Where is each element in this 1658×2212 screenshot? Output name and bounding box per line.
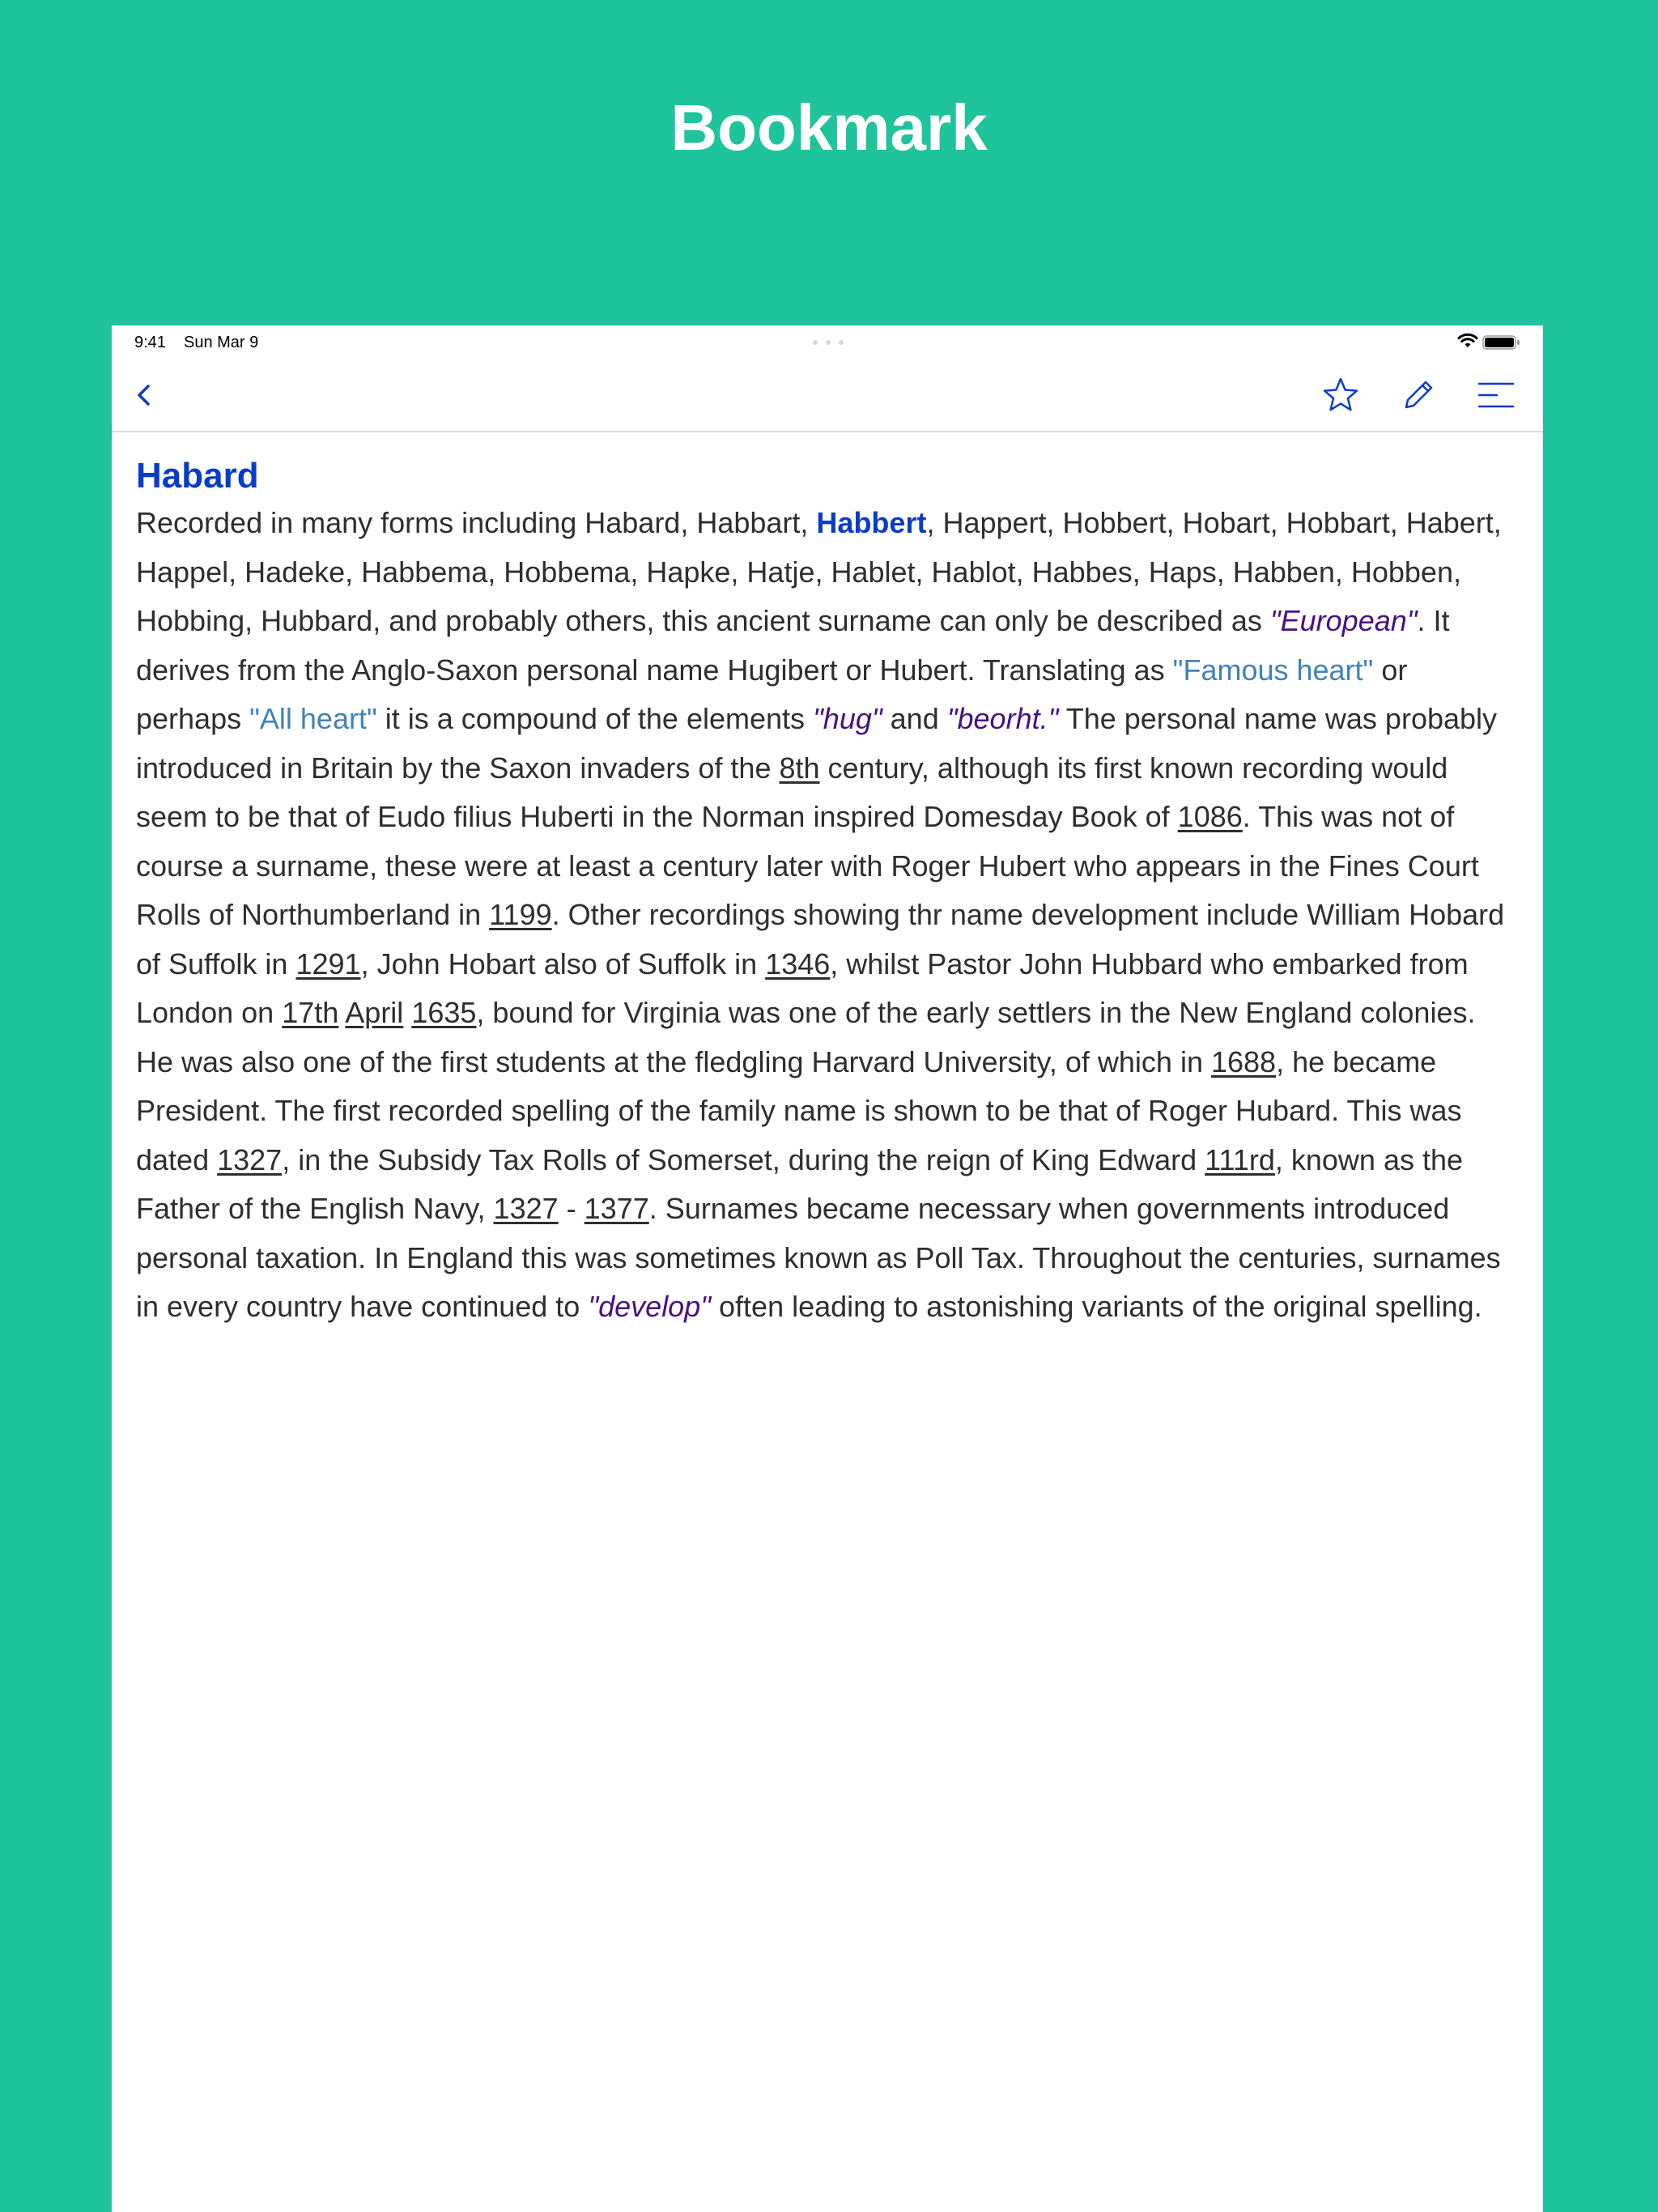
date-link[interactable]: 111rd (1205, 1142, 1275, 1176)
date-link[interactable]: 1346 (765, 946, 831, 981)
date-link[interactable]: April (345, 996, 404, 1029)
entry-content (112, 432, 1543, 1332)
quoted-term: "develop" (588, 1290, 712, 1323)
entry-body: Recorded in many forms including Habard, Habbart, Habbert, Happert, Hobbert, Hobart, Hobbart, Habert, Happel, Hadeke, Habbema, Hobbema, Hapke, Hatje, Hablet, Hablot, Habbes, Haps, Habben, Hobben, Hobbing, Hubbard, and probably others, this ancient surname can only be described as "European". It derives from the Anglo-Saxon personal name Hugibert or Hubert. Translating as "Famous heart" or perhaps "All heart" it is a compound of the elements "hug" and "beorht." The personal name was probably introduced in Britain by the Saxon invaders of the 8th century, although its first known recording would seem to be that of Eudo filius Huberti in the Norman inspired Domesday Book of 1086. This was not of course a surname, these were at least a century later with Roger Hubert who appears in the Fines Court Rolls of Northumberland in 1199. Other recordings showing thr name development include William Hobard of Suffolk in 1291, John Hobart also of Suffolk in 1346, whilst Pastor John Hubbard who embarked from London on 17th April 1635, bound for Virginia was one of the early settlers in the New England colonies. He was also one of the first students at the fledgling Harvard University, of which in 1688, he became President. The first recorded spelling of the family name is shown to be that of Roger Hubard. This was dated 1327, in the Subsidy Tax Rolls of Somerset, during the reign of King Edward 111rd, known as the Father of the English Navy, 1327 - 1377. Surnames became necessary when governments introduced personal taxation. In England this was sometimes known as Poll Tax. Throughout the centuries, surnames in every country have continued to "develop" often leading to astonishing variants of the original spelling. (136, 506, 1505, 1323)
translation-link[interactable]: "All heart" (249, 702, 377, 735)
text-menu-icon (1477, 376, 1515, 414)
date-link[interactable]: 1327 (217, 1142, 283, 1176)
quoted-term: "beorht." (946, 702, 1059, 735)
back-button[interactable] (123, 374, 165, 416)
app-window (112, 325, 1543, 2212)
date-link[interactable]: 1199 (489, 898, 552, 931)
date-link[interactable]: 1291 (295, 946, 361, 981)
edit-button[interactable] (1397, 374, 1439, 416)
quoted-term: "hug" (813, 702, 882, 735)
translation-link[interactable]: "Famous heart" (1172, 653, 1374, 687)
status-time: 9:41 (134, 334, 166, 351)
chevron-left-icon (128, 379, 160, 411)
date-link[interactable]: 1327 (493, 1192, 559, 1225)
highlighted-variant-link[interactable]: Habbert (816, 506, 927, 539)
bookmark-star-button[interactable] (1320, 374, 1362, 416)
date-link[interactable]: 1086 (1177, 800, 1243, 833)
page-heading: Bookmark (670, 91, 988, 164)
date-link[interactable]: 1635 (411, 996, 477, 1029)
status-bar (112, 325, 1543, 359)
wifi-icon (1457, 333, 1478, 349)
multitasking-dots-icon[interactable] (813, 340, 844, 345)
date-link[interactable]: 8th (779, 751, 820, 785)
menu-button[interactable] (1475, 374, 1517, 416)
entry-title: Habard (136, 456, 259, 496)
quoted-term: "European" (1269, 604, 1418, 637)
date-link[interactable]: 1688 (1210, 1044, 1277, 1078)
pencil-icon (1400, 376, 1437, 414)
navigation-bar (112, 359, 1543, 432)
date-link[interactable]: 1377 (584, 1192, 649, 1225)
date-link[interactable]: 17th (282, 996, 339, 1029)
star-outline-icon (1321, 376, 1360, 415)
battery-icon (1482, 334, 1521, 351)
status-date: Sun Mar 9 (184, 334, 259, 351)
